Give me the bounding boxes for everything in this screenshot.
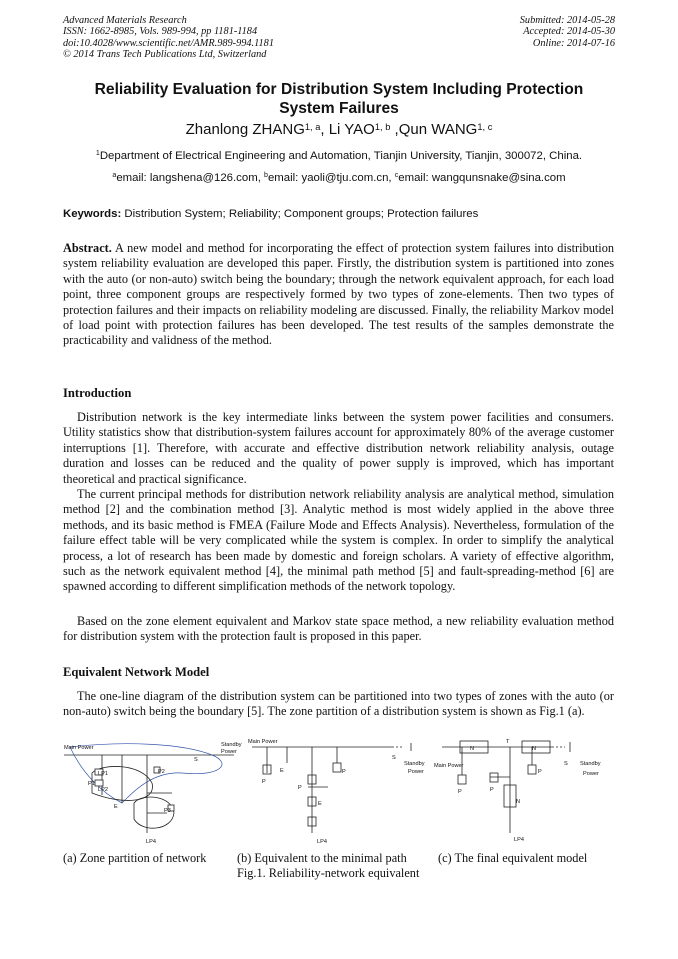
label-p2-b: P xyxy=(342,769,346,775)
keywords xyxy=(63,207,615,221)
figure-1-caption: Fig.1. Reliability-network equivalent xyxy=(237,866,420,880)
figure-1-diagrams xyxy=(62,733,618,849)
label-standby-a: Standby xyxy=(221,742,242,748)
intro-paragraph-3: Based on the zone element equivalent and Markov state space method, a new reliability evaluation method for distribution system with the protection fault is proposed in this paper. xyxy=(63,614,614,644)
diagram-zone-partition xyxy=(64,744,234,833)
abstract xyxy=(63,241,614,349)
label-p3-a: P3 xyxy=(164,808,171,814)
email-address: email: wangqunsnake@sina.com xyxy=(398,172,566,184)
caption-b: (b) Equivalent to the minimal path xyxy=(237,851,407,865)
label-p3-c: P xyxy=(490,787,494,793)
submitted-date: Submitted: 2014-05-28 xyxy=(519,15,615,26)
label-s-a: S xyxy=(194,757,198,763)
author-affiliation-mark: 1, a xyxy=(304,121,321,132)
label-lp4-b: LP4 xyxy=(317,839,327,845)
label-lp2: LP2 xyxy=(98,787,108,793)
label-p2-c: P xyxy=(538,769,542,775)
label-power-b: Power xyxy=(408,769,424,775)
label-p1-b: P xyxy=(262,779,266,785)
journal-name: Advanced Materials Research xyxy=(63,15,187,26)
label-lp1: LP1 xyxy=(98,771,108,777)
email-address: email: langshena@126.com, xyxy=(116,172,265,184)
title-line-2: System Failures xyxy=(279,100,399,117)
label-n3-c: N xyxy=(516,799,521,805)
author-name: Qun WANG xyxy=(398,121,478,138)
accepted-date: Accepted: 2014-05-30 xyxy=(523,26,615,38)
keywords-text: Distribution System; Reliability; Component groups; Protection failures xyxy=(121,208,479,220)
author-affiliation-mark: 1, b xyxy=(374,121,391,132)
label-e3-a: E xyxy=(114,804,118,810)
equivalent-paragraph-1: The one-line diagram of the distribution system can be partitioned into two types of zones with the auto (or non-auto) switch being the boundary [5]. The zone partition of a distribution system is shown as Fig.1 (a). xyxy=(63,689,614,719)
abstract-label: Abstract. xyxy=(63,241,112,255)
author-name: Li YAO xyxy=(328,121,375,138)
label-p2-a: P2 xyxy=(158,769,165,775)
caption-a: (a) Zone partition of network xyxy=(63,851,207,865)
journal-metadata xyxy=(63,15,274,60)
label-lp4-c: LP4 xyxy=(514,837,524,843)
author-name: Zhanlong ZHANG xyxy=(185,121,305,138)
label-power-a: Power xyxy=(221,749,237,755)
email-address: email: yaoli@tju.com.cn, xyxy=(267,172,395,184)
intro-paragraph-2: The current principal methods for distribution network reliability analysis are analytical method, simulation method [2] and the combination method [3]. Analytic method is most widely applied in the above three methods, and its basic method is FMEA (Failure Mode and Effects Analysis). Nevertheless, formulation of the failure effect table will be very complicated while the system is complex. In order to simplify the analytical process, a lot of research has been made by domestic and foreign scholars. A variety of effective algorithm, such as the network equivalent method [4], the minimal path method [5] and fault-spreading-method [6] are spawned according to different simplification methods of the network topology. xyxy=(63,487,614,594)
online-date: Online: 2014-07-16 xyxy=(532,37,615,49)
paper-title xyxy=(63,80,615,118)
label-p3-b: P xyxy=(298,785,302,791)
affiliation xyxy=(63,149,615,163)
author-separator: , xyxy=(390,121,399,138)
doi-line: doi:10.4028/www.scientific.net/AMR.989-994.1181 xyxy=(63,37,274,49)
author-separator: , xyxy=(320,121,329,138)
caption-c: (c) The final equivalent model xyxy=(438,851,588,865)
label-power-c: Power xyxy=(583,771,599,777)
label-n2-c: N xyxy=(532,746,537,752)
abstract-text: A new model and method for incorporating the effect of protection system failures into distribution system reliability evaluation are developed this paper. Firstly, the distribution system is partitioned into zones with the auto (or non-auto) switch being the boundary; through the network equivalent approach, for each load point, three component groups are respectively formed by two types of zone-elements. Then two types of protection failures and their impacts on reliability modeling are discussed. Finally, the reliability Markov model of load point with protection failures has been developed. The test results of the samples demonstrate the practicability and validness of the method. xyxy=(63,241,614,348)
section-heading-introduction: Introduction xyxy=(63,386,132,400)
publication-dates xyxy=(520,15,615,49)
label-standby-c: Standby xyxy=(580,761,601,767)
label-standby-b: Standby xyxy=(404,761,425,767)
diagram-minimal-path xyxy=(252,743,411,833)
keywords-label: Keywords: xyxy=(63,208,122,220)
email-mark: c xyxy=(394,171,399,179)
section-heading-equivalent-network: Equivalent Network Model xyxy=(63,665,210,679)
label-e1-b: E xyxy=(280,768,284,774)
label-e2-b: E xyxy=(318,801,322,807)
intro-paragraph-1: Distribution network is the key intermediate links between the system power facilities and consumers. Utility statistics show that distribution-system failures account for approximately 80% of the average customer interruptions [1]. Therefore, with accurate and effective distribution network reliability analysis, outage duration and losses can be reduced and the quality of power supply is improved, which has important theoretical and practical significance. xyxy=(63,410,614,486)
affiliation-mark: 1 xyxy=(95,149,100,157)
email-mark: a xyxy=(112,171,117,179)
label-p1-c: P xyxy=(458,789,462,795)
diagram-final-equivalent xyxy=(442,741,570,833)
affiliation-text: Department of Electrical Engineering and Automation, Tianjin University, Tianjin, 300072, China. xyxy=(99,150,583,162)
label-main-power-b: Main Power xyxy=(248,739,278,745)
label-lp4-a: LP4 xyxy=(146,839,156,845)
copyright-line: © 2014 Trans Tech Publications Ltd, Switzerland xyxy=(63,48,267,60)
email-mark: b xyxy=(264,171,268,179)
issn-line: ISSN: 1662-8985, Vols. 989-994, pp 1181-1184 xyxy=(63,26,258,38)
label-main-power-a: Main Power xyxy=(64,745,94,751)
label-p1-a: P1 xyxy=(88,781,95,787)
label-main-power-c: Main Power xyxy=(434,763,464,769)
label-st-b: S xyxy=(392,755,396,761)
label-st-c: S xyxy=(564,761,568,767)
author-affiliation-mark: 1, c xyxy=(477,121,493,132)
author-list xyxy=(63,121,615,139)
email-line xyxy=(63,171,615,185)
label-tp-c: T xyxy=(506,739,510,745)
title-line-1: Reliability Evaluation for Distribution System Including Protection xyxy=(94,81,584,98)
label-n1-c: N xyxy=(470,746,475,752)
